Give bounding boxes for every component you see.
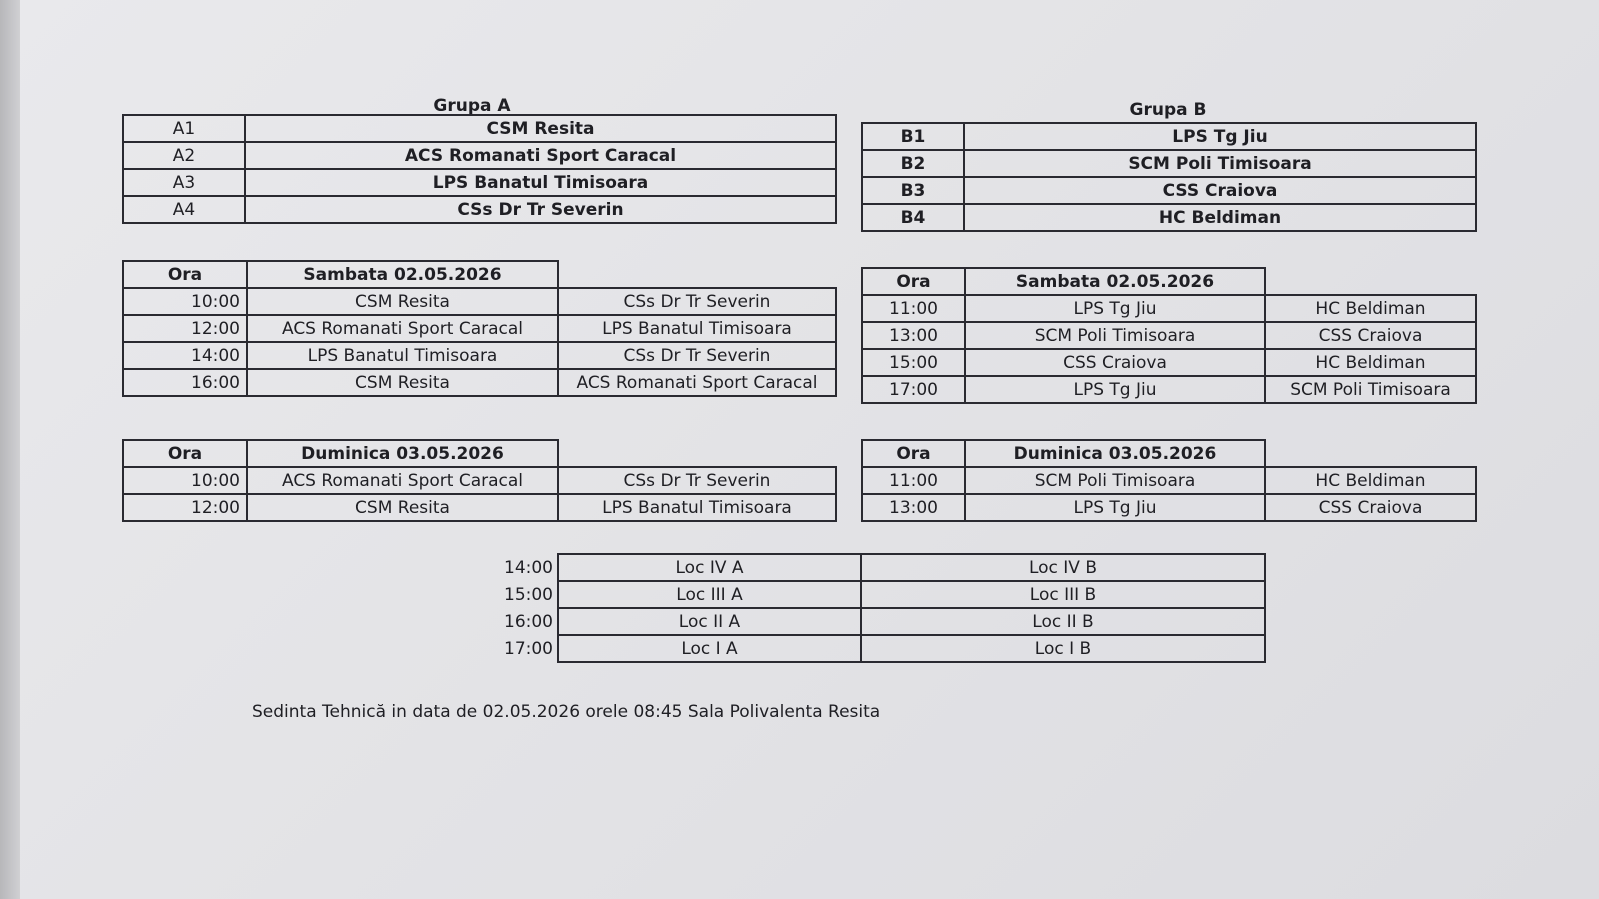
away-team: Loc IV B	[861, 554, 1265, 581]
home-team: Loc I A	[558, 635, 861, 662]
home-team: Loc II A	[558, 608, 861, 635]
table-row	[123, 315, 836, 342]
away-team: LPS Banatul Timisoara	[558, 494, 836, 521]
table-row	[862, 177, 1476, 204]
away-team: CSs Dr Tr Severin	[558, 467, 836, 494]
group-a-title: Grupa A	[433, 96, 511, 116]
away-team: CSS Craiova	[1265, 322, 1476, 349]
home-team: LPS Tg Jiu	[965, 295, 1265, 322]
table-row	[486, 554, 1265, 581]
match-time: 12:00	[123, 494, 247, 521]
table-row	[486, 581, 1265, 608]
day-header: Sambata 02.05.2026	[965, 268, 1265, 295]
team-name: LPS Banatul Timisoara	[245, 169, 836, 196]
home-team: CSM Resita	[247, 494, 558, 521]
away-team: HC Beldiman	[1265, 467, 1476, 494]
home-team: CSM Resita	[247, 288, 558, 315]
match-time: 11:00	[862, 467, 965, 494]
home-team: CSM Resita	[247, 369, 558, 396]
match-time: 17:00	[504, 638, 553, 659]
home-team: SCM Poli Timisoara	[965, 322, 1265, 349]
table-header-row	[123, 261, 836, 288]
team-name: CSs Dr Tr Severin	[245, 196, 836, 223]
away-team: Loc I B	[861, 635, 1265, 662]
match-time: 15:00	[862, 349, 965, 376]
table-row	[123, 342, 836, 369]
table-header-row	[862, 440, 1476, 467]
away-team: CSS Craiova	[1265, 494, 1476, 521]
day-header: Duminica 03.05.2026	[965, 440, 1265, 467]
team-code: B1	[862, 123, 964, 150]
home-team: Loc III A	[558, 581, 861, 608]
group-b-title: Grupa B	[1129, 100, 1207, 120]
team-code: A2	[123, 142, 245, 169]
day-header: Sambata 02.05.2026	[247, 261, 558, 288]
away-team: Loc III B	[861, 581, 1265, 608]
match-time: 10:00	[123, 467, 247, 494]
away-team: ACS Romanati Sport Caracal	[558, 369, 836, 396]
group-a-table	[122, 114, 837, 224]
team-name: HC Beldiman	[964, 204, 1476, 231]
sunday-group-b-schedule	[861, 439, 1477, 522]
time-header: Ora	[123, 440, 247, 467]
home-team: LPS Tg Jiu	[965, 376, 1265, 403]
saturday-group-a-schedule	[122, 260, 837, 397]
team-name: ACS Romanati Sport Caracal	[245, 142, 836, 169]
team-name: LPS Tg Jiu	[964, 123, 1476, 150]
away-team: CSs Dr Tr Severin	[558, 288, 836, 315]
match-time: 16:00	[504, 611, 553, 632]
away-team: HC Beldiman	[1265, 295, 1476, 322]
header-spacer	[558, 261, 836, 288]
table-row	[123, 142, 836, 169]
team-name: CSM Resita	[245, 115, 836, 142]
away-team: Loc II B	[861, 608, 1265, 635]
table-row	[486, 635, 1265, 662]
table-row	[123, 169, 836, 196]
table-row	[862, 376, 1476, 403]
table-row	[862, 494, 1476, 521]
table-row	[123, 494, 836, 521]
team-code: A3	[123, 169, 245, 196]
match-time: 14:00	[504, 557, 553, 578]
saturday-group-b-schedule	[861, 267, 1477, 404]
technical-meeting-note: Sedinta Tehnică in data de 02.05.2026 orele 08:45 Sala Polivalenta Resita	[252, 702, 881, 722]
header-spacer	[558, 440, 836, 467]
match-time: 13:00	[862, 494, 965, 521]
table-row	[862, 204, 1476, 231]
table-row	[862, 123, 1476, 150]
away-team: CSs Dr Tr Severin	[558, 342, 836, 369]
team-code: B4	[862, 204, 964, 231]
sunday-group-a-schedule	[122, 439, 837, 522]
group-b-table	[861, 122, 1477, 232]
match-time: 16:00	[123, 369, 247, 396]
table-row	[123, 196, 836, 223]
team-code: B3	[862, 177, 964, 204]
home-team: LPS Banatul Timisoara	[247, 342, 558, 369]
match-time: 14:00	[123, 342, 247, 369]
table-row	[123, 115, 836, 142]
table-header-row	[862, 268, 1476, 295]
team-name: CSS Craiova	[964, 177, 1476, 204]
table-row	[123, 467, 836, 494]
team-code: A4	[123, 196, 245, 223]
team-code: A1	[123, 115, 245, 142]
away-team: SCM Poli Timisoara	[1265, 376, 1476, 403]
time-header: Ora	[123, 261, 247, 288]
time-header: Ora	[862, 440, 965, 467]
day-header: Duminica 03.05.2026	[247, 440, 558, 467]
page-edge-shadow	[0, 0, 20, 899]
match-time: 10:00	[123, 288, 247, 315]
table-header-row	[123, 440, 836, 467]
table-row	[486, 608, 1265, 635]
table-row	[123, 288, 836, 315]
home-team: ACS Romanati Sport Caracal	[247, 315, 558, 342]
header-spacer	[1265, 440, 1476, 467]
home-team: SCM Poli Timisoara	[965, 467, 1265, 494]
table-row	[862, 150, 1476, 177]
time-header: Ora	[862, 268, 965, 295]
team-name: SCM Poli Timisoara	[964, 150, 1476, 177]
away-team: HC Beldiman	[1265, 349, 1476, 376]
match-time: 13:00	[862, 322, 965, 349]
header-spacer	[1265, 268, 1476, 295]
table-row	[862, 295, 1476, 322]
away-team: LPS Banatul Timisoara	[558, 315, 836, 342]
match-time: 15:00	[504, 584, 553, 605]
match-time: 12:00	[123, 315, 247, 342]
match-time: 11:00	[862, 295, 965, 322]
table-row	[862, 467, 1476, 494]
home-team: ACS Romanati Sport Caracal	[247, 467, 558, 494]
table-row	[862, 322, 1476, 349]
home-team: CSS Craiova	[965, 349, 1265, 376]
home-team: Loc IV A	[558, 554, 861, 581]
home-team: LPS Tg Jiu	[965, 494, 1265, 521]
table-row	[123, 369, 836, 396]
placement-matches-table	[486, 553, 1266, 663]
team-code: B2	[862, 150, 964, 177]
match-time: 17:00	[862, 376, 965, 403]
table-row	[862, 349, 1476, 376]
